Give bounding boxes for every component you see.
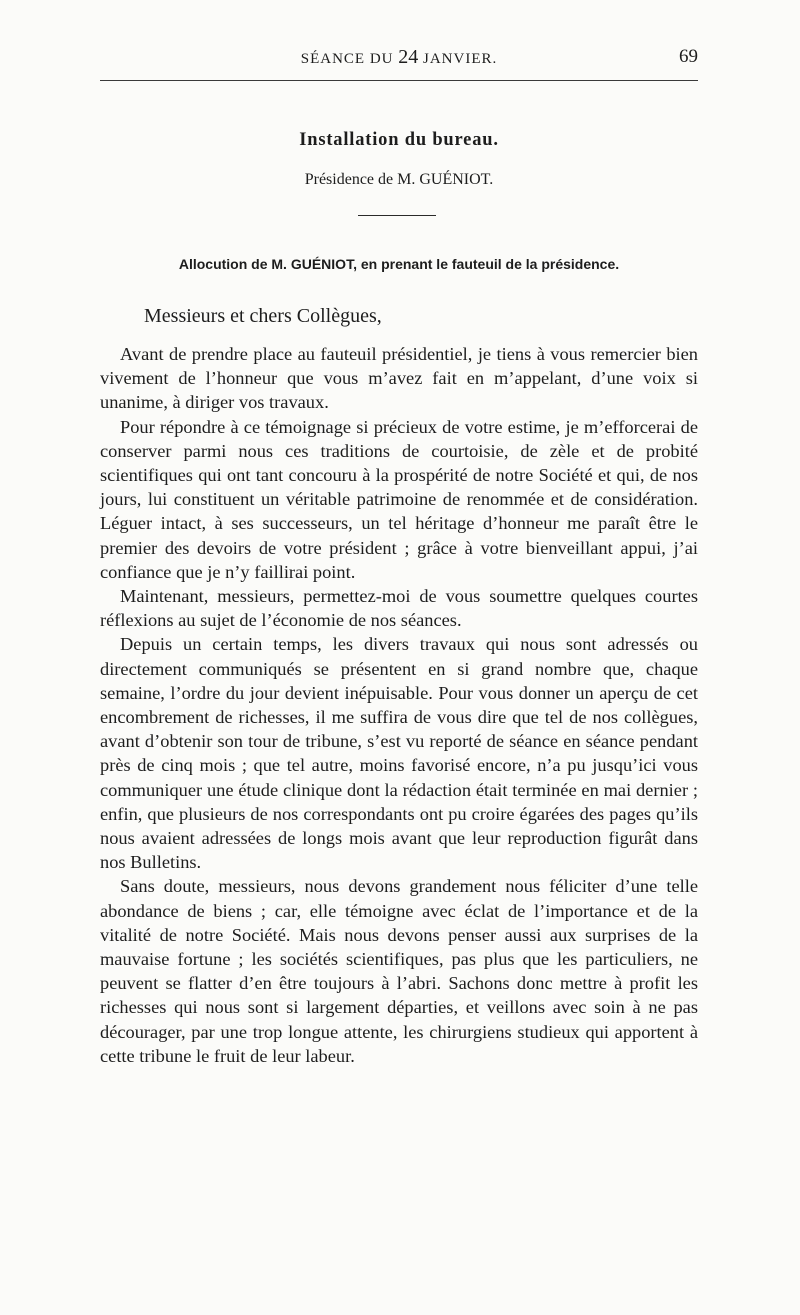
body-text [100,342,698,1068]
section-title: Installation du bureau. [299,130,499,150]
running-title-text: SÉANCE DU [300,51,394,67]
presidence-line: Présidence de M. GUÉNIOT. [304,171,494,188]
running-head [100,46,698,70]
running-title [100,46,698,69]
header-rule [100,80,698,81]
allocution-heading: Allocution de M. GUÉNIOT, en prenant le fauteuil de la présidence. [178,256,620,272]
paragraph: Avant de prendre place au fauteuil présidentiel, je tiens à vous remercier bien vivement de l’honneur que vous m’avez fait en m’appelant, d’une voix si unanime, à diriger vos travaux. [100,344,698,413]
paragraph: Sans doute, messieurs, nous devons grandement nous féliciter d’une telle abondance de biens ; car, elle témoigne avec éclat de l’importance et de la vitalité de notre Société. Mais nous devons penser aussi aux surprises de la mauvaise fortune ; les sociétés scientifiques, pas plus que les particuliers, ne peuvent se flatter d’en être toujours à l’abri. Sachons donc mettre à profit les richesses qui nous sont si largement départies, et veillons avec soin à ne pas décourager, par une trop longue attente, les chirurgiens studieux qui apportent à cette tribune le fruit de leur labeur. [100,876,698,1066]
section-divider [358,215,436,216]
running-title-month: JANVIER. [423,51,498,67]
running-title-day: 24 [398,46,419,68]
paragraph: Maintenant, messieurs, permettez-moi de vous soumettre quelques courtes réflexions au sujet de l’économie de nos séances. [100,586,698,631]
paragraph: Pour répondre à ce témoignage si précieux de votre estime, je m’efforcerai de conserver parmi nous ces traditions de courtoisie, de zèle et de probité scientifiques qui ont tant concouru à la prospérité de notre Société et qui, de nos jours, lui constituent un véritable patrimoine de renommée et de considération. Léguer intact, à ses successeurs, un tel héritage d’honneur me paraît être le premier des devoirs de votre président ; grâce à votre bienveillant appui, j’ai confiance que je n’y faillirai point. [100,416,698,582]
page-number: 69 [679,46,698,67]
paragraph: Depuis un certain temps, les divers travaux qui nous sont adressés ou directement communiqués se présentent en si grand nombre que, chaque semaine, l’ordre du jour devient inépuisable. Pour vous donner un aperçu de cet encombrement de richesses, il me suffira de vous dire que tel de nos collègues, avant d’obtenir son tour de tribune, s’est vu reporté de séance en séance pendant près de cinq mois ; que tel autre, moins favorisé encore, n’a pu jusqu’ici vous communiquer une étude clinique dont la rédaction était terminée en mai dernier ; enfin, que plusieurs de nos correspondants ont pu croire égarées des pages qu’ils nous avaient adressées de longs mois avant que leur reproduction figurât dans nos Bulletins. [100,634,698,873]
salutation: Messieurs et chers Collègues, [144,305,382,327]
